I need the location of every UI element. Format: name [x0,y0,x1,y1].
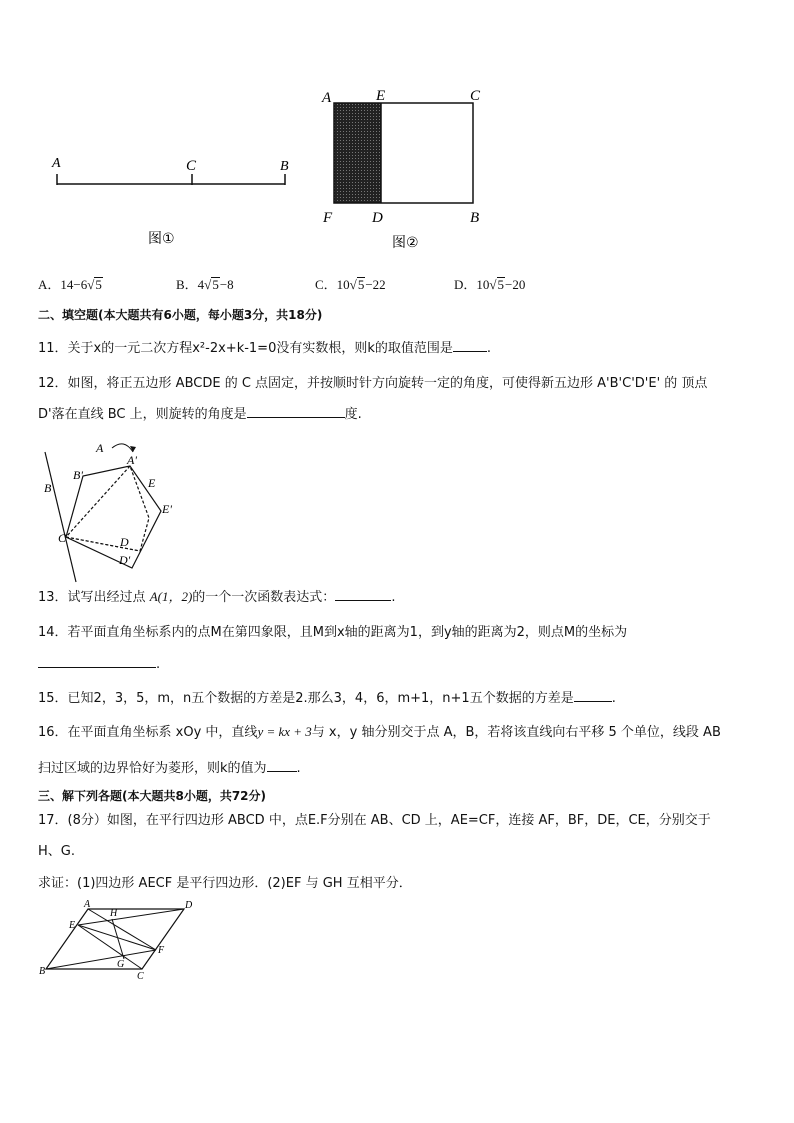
label-a-prime: A' [127,453,137,467]
figure-pentagon-rotation [36,436,186,586]
label-d: D [372,210,383,226]
label-f: F [158,945,165,956]
question-16-line1: 16．在平面直角坐标系 xOy 中，直线y = kx + 3与 x，y 轴分别交于点 A，B，若将该直线向右平移 5 个单位，线段 AB [38,724,721,740]
label-b: B [44,481,52,495]
option-a[interactable]: A．14−6√5 [38,277,102,292]
label-a: A [322,90,332,106]
answer-blank[interactable] [247,405,345,418]
label-e-prime: E' [162,502,172,516]
line-bf [46,950,156,969]
answer-blank[interactable] [574,689,612,702]
dashed-cd [66,537,140,551]
figure-parallelogram [34,898,204,982]
label-c: C [58,531,67,545]
label-b: B [39,966,46,977]
label-g: G [117,959,125,970]
figure2-caption: 图② [392,235,419,251]
question-13: 13．试写出经过点 A(1，2)的一个一次函数表达式： . [38,589,396,605]
question-11: 11．关于x的一元二次方程x²-2x+k-1=0没有实数根，则k的取值范围是 . [38,341,492,356]
question-17-line1: 17．(8分）如图，在平行四边形 ABCD 中，点E.F分别在 AB、CD 上，AE=CF，连接 AF，BF，DE，CE，分别交于 [38,813,711,828]
label-d-prime: D' [119,553,131,567]
question-12-line1: 12．如图，将正五边形 ABCDE 的 C 点固定，并按顺时针方向旋转一定的角度，可使得新五边形 A'B'C'D'E' 的 顶点 [38,376,708,391]
question-12-line2: D'落在直线 BC 上，则旋转的角度是 度. [38,407,362,422]
label-e: E [69,920,76,931]
label-b-prime: B' [73,468,83,482]
answer-blank[interactable] [267,759,297,772]
label-a: A [84,899,91,910]
label-d: D [185,900,193,911]
label-f: F [323,210,333,226]
answer-blank[interactable] [38,655,156,668]
label-e: E [376,88,386,104]
label-c: C [470,88,481,104]
label-a: A [52,156,61,171]
rotation-arc [112,444,133,452]
section-heading-fill-in: 二、填空题(本大题共有6小题，每小题3分，共18分) [38,308,323,322]
answer-blank[interactable] [453,339,487,352]
label-e: E [148,476,156,490]
question-14-line1: 14．若平面直角坐标系内的点M在第四象限，且M到x轴的距离为1，到y轴的距离为2，则点M的坐标为 [38,625,628,640]
figure-segment [40,145,310,255]
label-a: A [96,441,104,455]
section-heading-solve: 三、解下列各题(本大题共8小题，共72分) [38,789,267,803]
line-ef [78,925,156,950]
option-c[interactable]: C．10√5−22 [315,277,386,292]
label-c: C [137,971,144,982]
answer-blank[interactable] [335,588,391,601]
figure-rectangle [318,82,498,257]
label-b: B [280,159,289,174]
question-16-line2: 扫过区域的边界恰好为菱形，则k的值为 . [38,761,301,776]
label-c: C [186,158,197,174]
question-17-line2: H、G. [38,844,75,859]
question-15: 15．已知2，3，5，m，n五个数据的方差是2.那么3，4，6，m+1，n+1五个数据的方差是 . [38,691,616,706]
line-de [78,909,184,925]
figure1-caption: 图① [148,231,175,247]
question-14-line2: . [38,655,160,674]
option-b[interactable]: B．4√5−8 [176,277,234,292]
label-d: D [120,535,129,549]
question-17-line3: 求证：(1)四边形 AECF 是平行四边形．(2)EF 与 GH 互相平分． [38,876,412,891]
label-b: B [470,210,480,226]
label-h: H [110,908,118,919]
option-d[interactable]: D．10√5−20 [454,277,526,292]
line-ce [78,925,142,969]
shaded-square [334,103,381,203]
